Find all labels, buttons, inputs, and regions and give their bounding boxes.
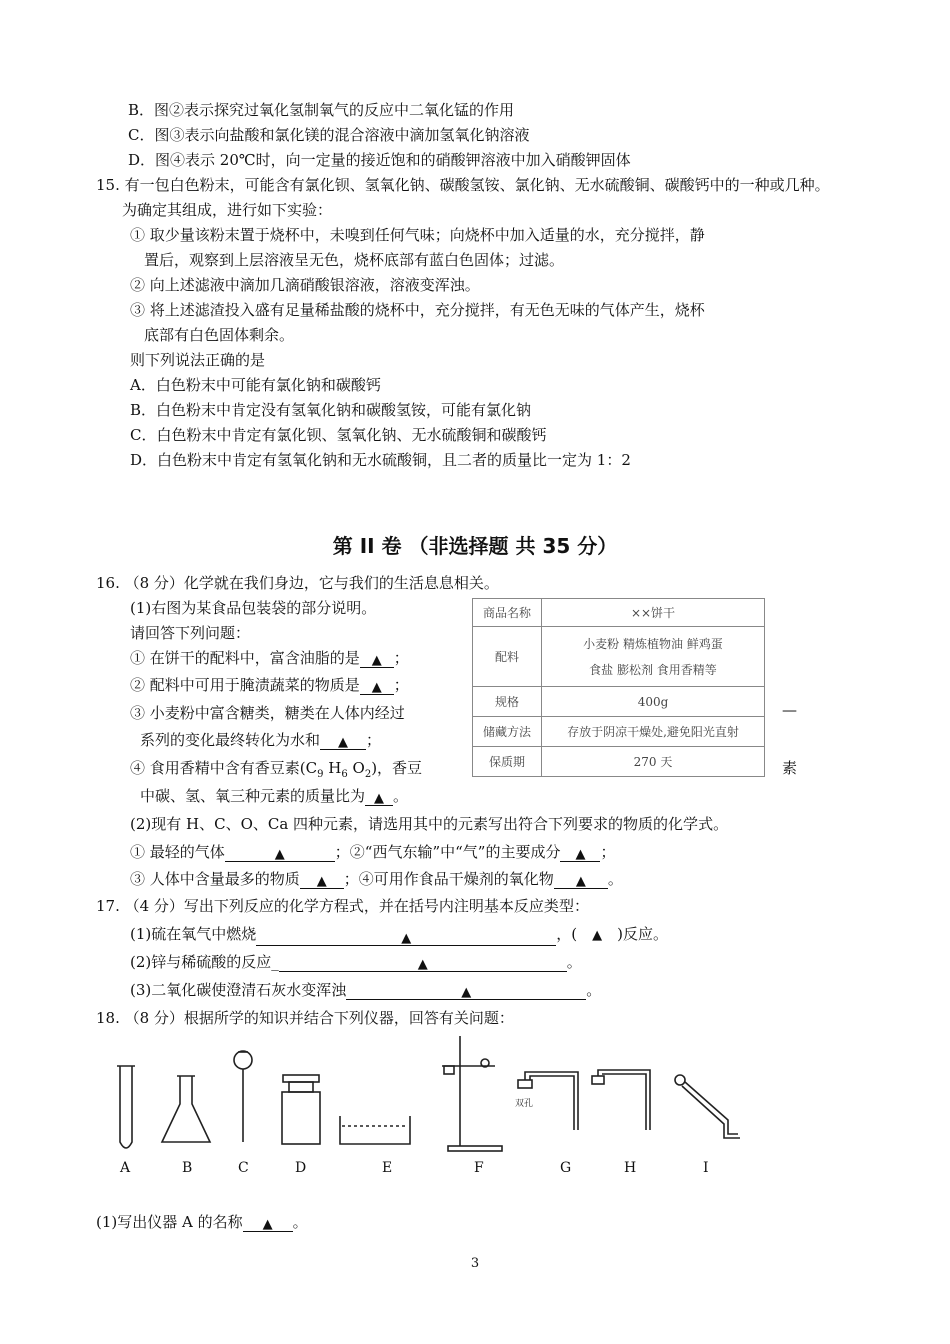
q16-item3-b: 系列的变化最终转化为水和 ▲ ； (140, 731, 382, 750)
answer-blank[interactable]: ▲ (320, 731, 366, 750)
apparatus-label: C (238, 1160, 249, 1176)
q18-part1: (1)写出仪器 A 的名称 ▲ 。 (96, 1213, 308, 1232)
answer-blank[interactable]: ▲ (554, 870, 608, 889)
reaction-type-blank[interactable]: ▲ (592, 928, 603, 943)
q14-option-c: C．图③表示向盐酸和氯化镁的混合溶液中滴加氢氧化钠溶液 (128, 126, 530, 144)
wide-mouth-bottle-icon (282, 1075, 320, 1144)
q15-ask: 则下列说法正确的是 (130, 351, 266, 369)
q15-step3-b: 底部有白色固体剩余。 (144, 326, 295, 344)
q16-item3-a: ③ 小麦粉中富含糖类，糖类在人体内经过 (130, 704, 405, 722)
q16-part2-row1: ① 最轻的气体 ▲ ；②“西气东输”中“气”的主要成分 ▲ ； (130, 843, 616, 862)
table-row: 规格 400g (473, 687, 765, 717)
q16-item4-b: 中碳、氢、氧三种元素的质量比为 ▲ 。 (140, 787, 409, 806)
q16-part1: (1)右图为某食品包装袋的部分说明。 (130, 599, 377, 617)
stopper-bent-tube-icon (592, 1070, 650, 1130)
q16-part2: (2)现有 H、C、O、Ca 四种元素，请选用其中的元素写出符合下列要求的物质的化学式。 (130, 815, 729, 833)
q18-head: 18. （8 分）根据所学的知识并结合下列仪器，回答有关问题： (96, 1009, 514, 1027)
q15-option-d: D．白色粉末中肯定有氢氧化钠和无水硫酸铜，且二者的质量比一定为 1：2 (130, 451, 631, 469)
answer-blank[interactable]: ▲ (560, 843, 600, 862)
answer-blank[interactable]: ▲ (279, 953, 567, 972)
q16-item4-a: ④ 食用香精中含有香豆素($C_9$ $H_6$ $O_2$)，香豆 (130, 759, 423, 780)
q16-part1-prompt: 请回答下列问题： (130, 624, 251, 642)
answer-blank[interactable]: ▲ (243, 1213, 293, 1232)
q15-option-b: B．白色粉末中肯定没有氢氧化钠和碳酸氢铵，可能有氯化钠 (130, 401, 532, 419)
apparatus-label: I (703, 1160, 709, 1176)
q14-option-b: B．图②表示探究过氧化氢制氧气的反应中二氧化锰的作用 (128, 101, 515, 119)
apparatus-label: G (560, 1160, 572, 1176)
q15-step3-a: ③ 将上述滤渣投入盛有足量稀盐酸的烧杯中，充分搅拌，有无色无味的气体产生，烧杯 (130, 301, 705, 319)
apparatus-label: F (474, 1160, 484, 1176)
q14-option-d: D．图④表示 20℃时，向一定量的接近饱和的硝酸钾溶液中加入硝酸钾固体 (128, 151, 631, 169)
stray-dash: — (782, 701, 797, 719)
answer-blank[interactable]: ▲ (346, 981, 586, 1000)
q15-stem-2: 为确定其组成，进行如下实验： (122, 201, 333, 219)
table-row: 配料 小麦粉 精炼植物油 鲜鸡蛋 食盐 膨松剂 食用香精等 (473, 627, 765, 687)
q17-row1: (1)硫在氧气中燃烧 ▲ ，( ▲ )反应。 (130, 925, 668, 946)
iron-stand-icon (442, 1036, 502, 1151)
apparatus-label: D (295, 1160, 307, 1176)
conical-flask-icon (162, 1076, 210, 1142)
apparatus-label: H (624, 1160, 637, 1176)
q17-head: 17. （4 分）写出下列反应的化学方程式，并在括号内注明基本反应类型： (96, 897, 589, 915)
answer-blank[interactable]: ▲ (300, 870, 344, 889)
answer-blank[interactable]: ▲ (365, 787, 393, 806)
q15-step1-b: 置后，观察到上层溶液呈无色，烧杯底部有蓝白色固体；过滤。 (144, 251, 565, 269)
q15-option-a: A．白色粉末中可能有氯化钠和碳酸钙 (130, 376, 381, 394)
q15-step2: ② 向上述滤液中滴加几滴硝酸银溶液，溶液变浑浊。 (130, 276, 480, 294)
q15-option-c: C．白色粉末中肯定有氯化钡、氢氧化钠、无水硫酸铜和碳酸钙 (130, 426, 547, 444)
test-tube-icon (117, 1066, 135, 1148)
answer-blank[interactable]: ▲ (360, 676, 394, 695)
q15-step1-a: ① 取少量该粉末置于烧杯中，未嗅到任何气味；向烧杯中加入适量的水，充分搅拌，静 (130, 226, 705, 244)
product-info-table (472, 598, 765, 777)
q16-item1: ① 在饼干的配料中，富含油脂的是 ▲ ； (130, 649, 409, 668)
table-row: 储藏方法 存放于阴凉干燥处,避免阳光直射 (473, 717, 765, 747)
page-number: 3 (470, 1256, 480, 1271)
lab-apparatus-figure (0, 1030, 950, 1180)
table-row: 保质期 270 天 (473, 747, 765, 777)
table-row: 商品名称 ××饼干 (473, 599, 765, 627)
apparatus-label: E (382, 1160, 393, 1176)
answer-blank[interactable]: ▲ (225, 843, 335, 862)
q16-item2: ② 配料中可用于腌渍蔬菜的物质是 ▲ ； (130, 676, 409, 695)
section-title: 第 II 卷 （非选择题 共 35 分） (332, 534, 618, 558)
water-trough-icon (340, 1116, 410, 1144)
q17-row3: (3)二氧化碳使澄清石灰水变浑浊 ▲ 。 (130, 981, 602, 1000)
answer-blank[interactable]: ▲ (256, 927, 556, 946)
stray-char: 素 (782, 759, 798, 777)
answer-blank[interactable]: ▲ (360, 649, 394, 668)
q16-head: 16. （8 分）化学就在我们身边，它与我们的生活息息相关。 (96, 574, 499, 592)
long-neck-funnel-icon (234, 1051, 252, 1142)
bent-glass-tube-icon (675, 1075, 740, 1138)
q16-part2-row2: ③ 人体中含量最多的物质 ▲ ；④可用作食品干燥剂的氧化物 ▲ 。 (130, 870, 623, 889)
apparatus-label: B (182, 1160, 193, 1176)
apparatus-label: A (120, 1160, 131, 1176)
two-hole-label: 双孔 (515, 1099, 534, 1109)
q17-row2: (2)锌与稀硫酸的反应_ ▲ 。 (130, 953, 582, 972)
q15-stem: 15. 有一包白色粉末，可能含有氯化钡、氢氧化钠、碳酸氢铵、氯化钠、无水硫酸铜、碳酸钙中的一种或几种。 (96, 176, 830, 194)
